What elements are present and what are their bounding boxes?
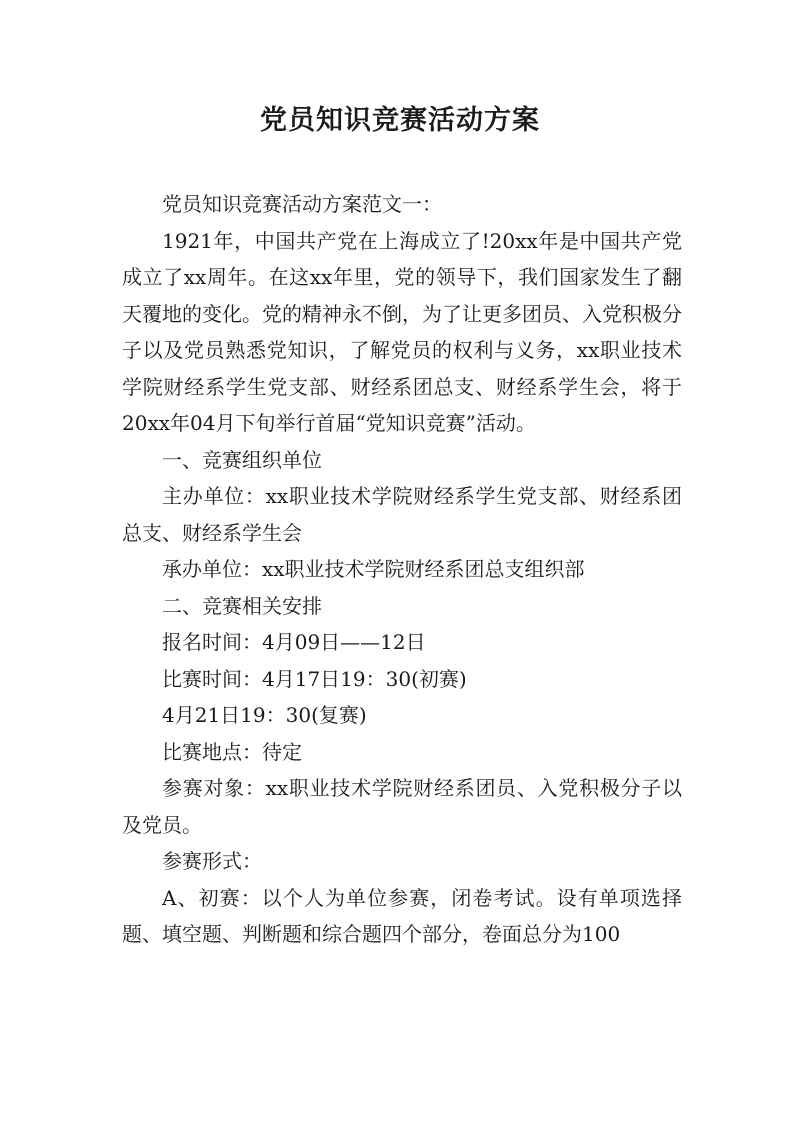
paragraph-preliminary: A、初赛：以个人为单位参赛，闭卷考试。设有单项选择题、填空题、判断题和综合题四个部分，卷面总分为100 <box>122 885 682 946</box>
paragraph-format-heading: 参赛形式： <box>162 849 262 873</box>
document-title: 党员知识竞赛活动方案 <box>260 105 540 136</box>
document-body <box>122 186 682 953</box>
paragraph-final-time: 4月21日19：30(复赛) <box>162 703 367 727</box>
paragraph-intro: 党员知识竞赛活动方案范文一： <box>162 192 442 216</box>
section-heading-organizers: 一、竞赛组织单位 <box>162 447 322 472</box>
paragraph-venue: 比赛地点：待定 <box>162 739 302 764</box>
section-heading-arrangements: 二、竞赛相关安排 <box>162 593 322 618</box>
paragraph-registration-time: 报名时间：4月09日——12日 <box>162 630 426 654</box>
paragraph-participants: 参赛对象：xx职业技术学院财经系团员、入党积极分子以及党员。 <box>122 776 682 837</box>
paragraph-organizer: 承办单位：xx职业技术学院财经系团总支组织部 <box>162 557 585 581</box>
paragraph-host: 主办单位：xx职业技术学院财经系学生党支部、财经系团总支、财经系学生会 <box>122 484 682 545</box>
paragraph-competition-time: 比赛时间：4月17日19：30(初赛) <box>162 666 467 691</box>
paragraph-background: 1921年，中国共产党在上海成立了!20xx年是中国共产党成立了xx周年。在这xx年里，党的领导下，我们国家发生了翻天覆地的变化。党的精神永不倒，为了让更多团员、入党积极分子以及党员熟悉党知识，了解党员的权利与义务，xx职业技术学院财经系学生党支部、财经系团总支、财经系学生会，将于20xx年04月下旬举行首届“党知识竞赛”活动。 <box>122 228 682 435</box>
